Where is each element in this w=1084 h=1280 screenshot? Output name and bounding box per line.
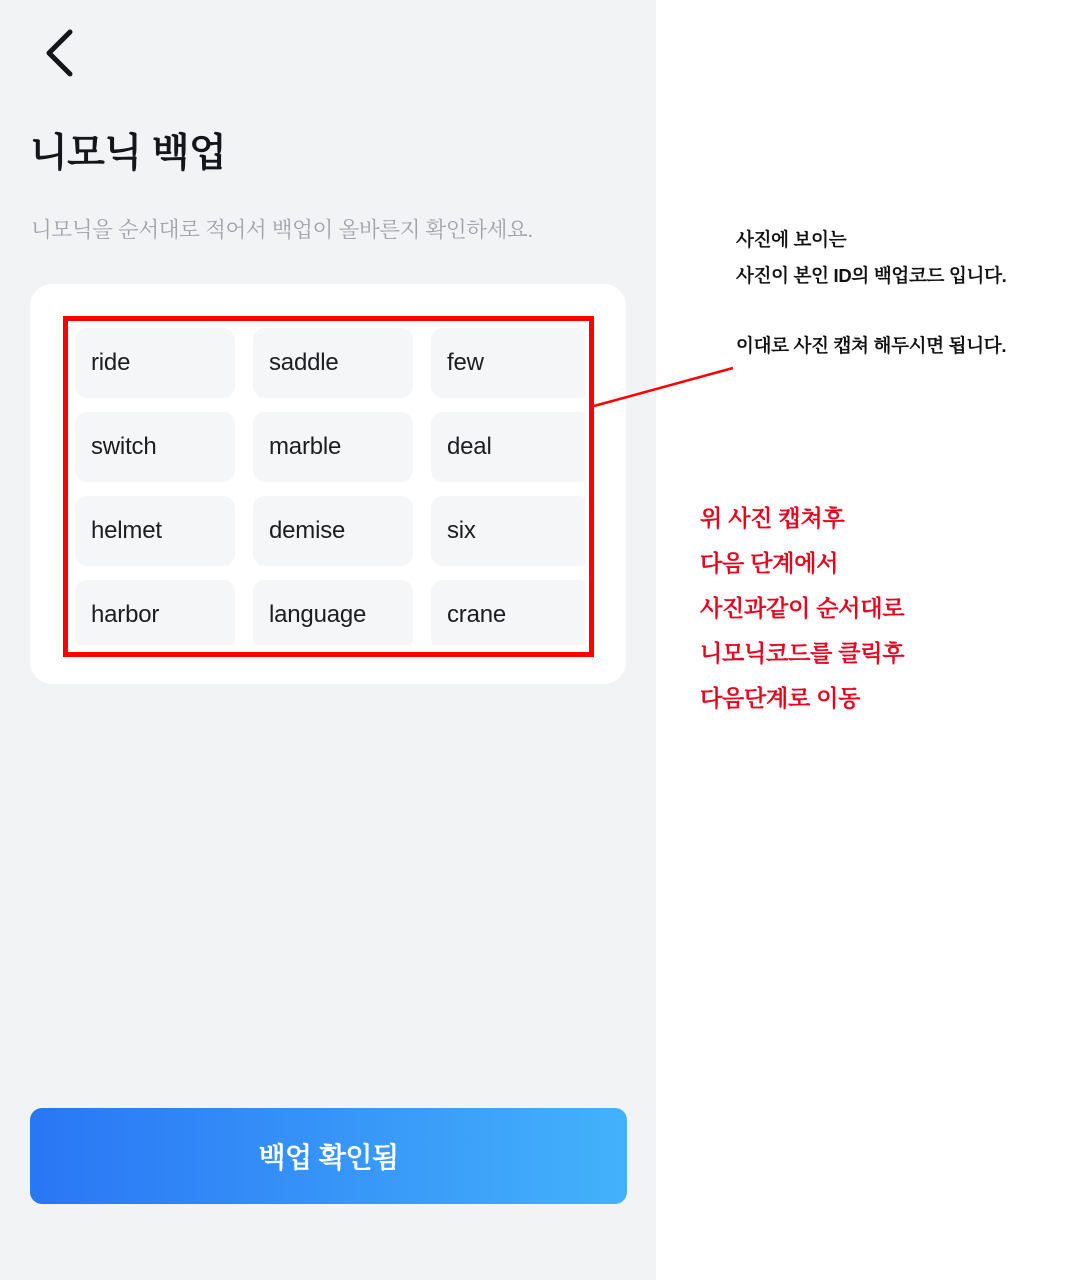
annotation-note-red: 다음 단계에서 — [700, 550, 839, 576]
page-title: 니모닉 백업 — [30, 132, 227, 175]
mnemonic-word[interactable]: switch — [75, 412, 235, 482]
annotation-note: 이대로 사진 캡쳐 해두시면 됩니다. — [736, 335, 1007, 356]
chevron-left-icon — [42, 28, 76, 78]
annotation-note-red: 다음단계로 이동 — [700, 685, 861, 711]
mnemonic-word[interactable]: demise — [253, 496, 413, 566]
confirm-backup-button[interactable]: 백업 확인됨 — [30, 1108, 627, 1204]
annotation-note-red: 위 사진 캡쳐후 — [700, 505, 845, 531]
annotation-note-red: 니모닉코드를 클릭후 — [700, 640, 905, 666]
mnemonic-word[interactable]: harbor — [75, 580, 235, 645]
back-button[interactable] — [28, 22, 90, 84]
mnemonic-word[interactable]: few — [431, 328, 585, 398]
mnemonic-word[interactable]: six — [431, 496, 585, 566]
mnemonic-word[interactable]: deal — [431, 412, 585, 482]
mnemonic-word[interactable]: saddle — [253, 328, 413, 398]
annotation-note-red: 사진과같이 순서대로 — [700, 595, 905, 621]
mnemonic-word[interactable]: ride — [75, 328, 235, 398]
page-subtitle: 니모닉을 순서대로 적어서 백업이 올바른지 확인하세요. — [31, 218, 533, 242]
annotation-note: 사진이 본인 ID의 백업코드 입니다. — [736, 265, 1007, 286]
mnemonic-word[interactable]: marble — [253, 412, 413, 482]
mnemonic-word[interactable]: language — [253, 580, 413, 645]
mnemonic-word[interactable]: helmet — [75, 496, 235, 566]
annotation-panel — [656, 0, 1084, 1280]
mnemonic-word[interactable]: crane — [431, 580, 585, 645]
mnemonic-word-grid — [75, 328, 585, 645]
annotation-note: 사진에 보이는 — [736, 229, 847, 250]
